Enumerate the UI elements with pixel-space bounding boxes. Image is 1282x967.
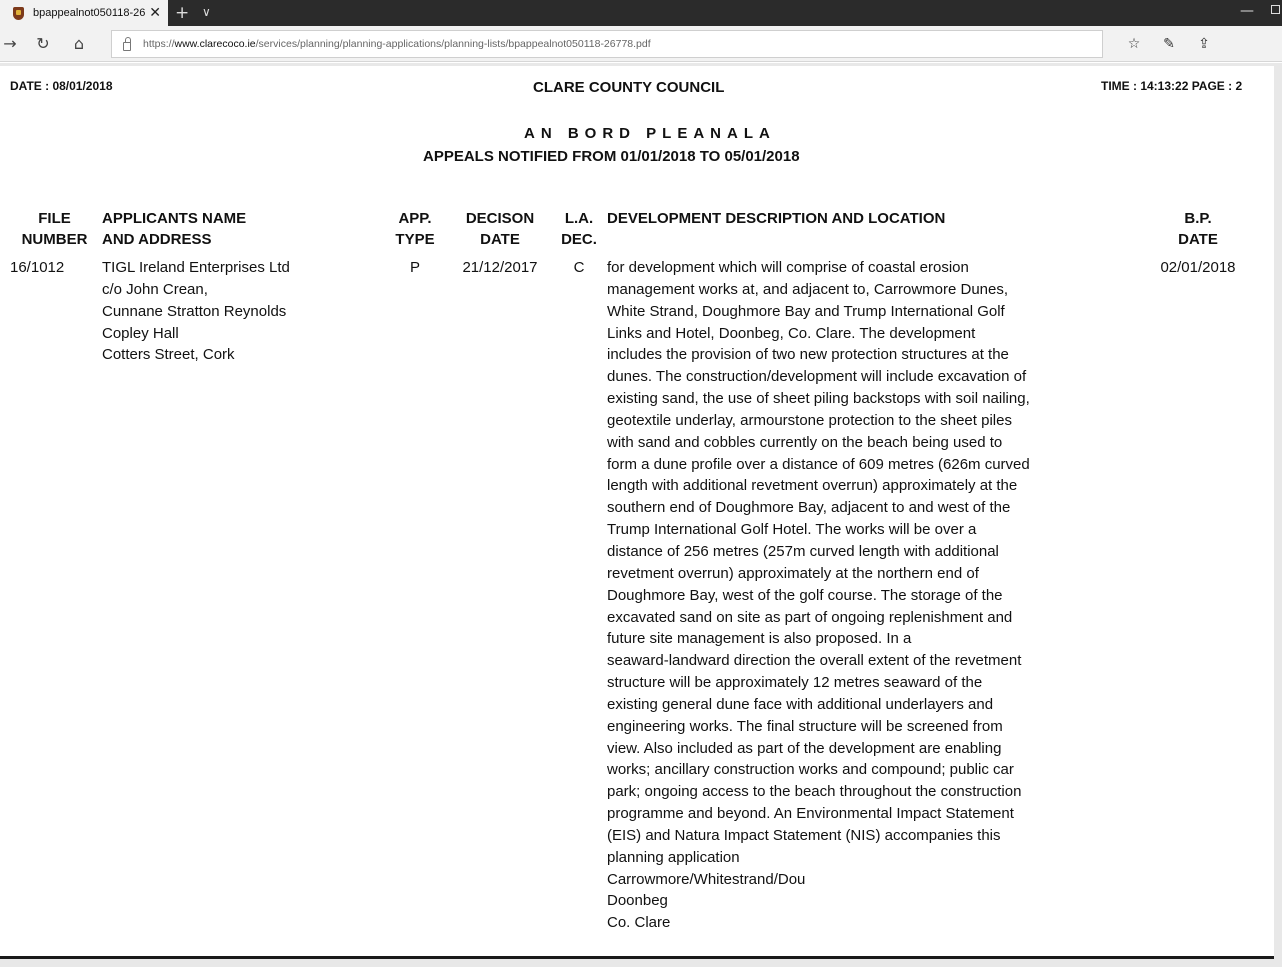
development-description [607, 257, 1047, 934]
description-line: (EIS) and Natura Impact Statement (NIS) accompanies this [607, 826, 1001, 844]
description-line: Carrowmore/Whitestrand/Dou [607, 870, 806, 888]
address-line: TIGL Ireland Enterprises Ltd [102, 259, 290, 276]
description-line: length with additional revetment overrun) approximately at the [607, 477, 1018, 495]
description-line: programme and beyond. An Environmental Impact Statement [607, 805, 1014, 823]
address-bar[interactable] [111, 30, 1103, 58]
description-line: with sand and cobbles currently on the beach being used to [607, 433, 1003, 451]
description-line: excavated sand on site as part of ongoing replenishment and [607, 608, 1013, 626]
description-line: park; ongoing access to the beach throughout the construction [607, 783, 1022, 801]
description-line: planning application [607, 848, 740, 866]
time-page: TIME : 14:13:22 PAGE : 2 [1101, 79, 1243, 93]
la-decision: C [573, 259, 585, 276]
address-line: Cotters Street, Cork [102, 346, 235, 364]
description-line: for development which will comprise of coastal erosion [607, 259, 969, 276]
new-tab-icon[interactable]: + [175, 3, 190, 23]
description-line: structure will be approximately 12 metres seaward of the [607, 674, 983, 692]
col-bp-date: B.P. DATE [1178, 210, 1218, 248]
description-line: Doughmore Bay, west of the golf course. The storage of the [607, 586, 1003, 604]
address-line: c/o John Crean, [102, 280, 208, 298]
close-tab-icon[interactable]: ✕ [149, 5, 161, 21]
tab-bar [0, 0, 1282, 26]
description-line: Links and Hotel, Doonbeg, Co. Clare. The development [607, 324, 976, 342]
description-line: view. Also included as part of the development are enabling [607, 739, 1002, 757]
description-line: White Strand, Doughmore Bay and Trump International Golf [607, 302, 1005, 320]
col-decision-date: DECISON DATE [465, 210, 535, 248]
description-line: Doonbeg [607, 892, 668, 910]
tab-list-chevron-icon[interactable]: ∨ [202, 5, 211, 19]
description-line: seaward-landward direction the overall extent of the revetment [607, 652, 1022, 670]
pdf-page [0, 66, 1274, 959]
address-line: Copley Hall [102, 324, 179, 342]
app-type: P [409, 259, 420, 276]
applicant-address [102, 257, 290, 366]
bp-date: 02/01/2018 [1160, 259, 1236, 276]
description-line: future site management is also proposed. In a [607, 630, 912, 648]
tab-title: bpappealnot050118-26 [33, 7, 146, 19]
description-line: includes the provision of two new protection structures at the [607, 346, 1009, 364]
description-line: Co. Clare [607, 914, 671, 932]
col-applicant: APPLICANTS NAME AND ADDRESS [102, 210, 247, 248]
description-line: form a dune profile over a distance of 609 metres (626m curved [607, 455, 1030, 473]
description-line: southern end of Doughmore Bay, adjacent to and west of the [607, 499, 1011, 517]
share-icon[interactable]: ⇪ [1198, 36, 1210, 52]
maximize-icon[interactable] [1271, 5, 1280, 14]
favorites-icon[interactable]: ☆ [1127, 36, 1141, 52]
description-line: existing sand, the use of sheet piling backstops with soil nailing, [607, 390, 1030, 408]
file-number: 16/1012 [10, 259, 65, 276]
description-line: works; ancillary construction works and compound; public car [607, 761, 1014, 779]
description-line: engineering works. The final structure will be screened from [607, 717, 1003, 735]
col-file-number: FILE NUMBER [21, 210, 88, 248]
decision-date: 21/12/2017 [462, 259, 538, 276]
pen-icon[interactable]: ✎ [1163, 36, 1175, 52]
col-la-decision: L.A. DEC. [561, 210, 597, 248]
browser-tab[interactable] [0, 0, 168, 26]
description-line: revetment overrun) approximately at the northern end of [607, 564, 979, 582]
board-title: AN BORD PLEANALA [524, 125, 776, 142]
home-icon[interactable]: ⌂ [73, 34, 85, 53]
description-line: Trump International Golf Hotel. The works will be over a [607, 521, 977, 539]
description-line: existing general dune face with additional underlayers and [607, 695, 994, 713]
browser-toolbar [0, 26, 1282, 62]
col-description: DEVELOPMENT DESCRIPTION AND LOCATION [607, 210, 946, 227]
report-date: DATE : 08/01/2018 [10, 79, 113, 93]
pdf-viewer[interactable] [0, 63, 1282, 967]
description-line: distance of 256 metres (257m curved length with additional [607, 542, 999, 560]
council-title: CLARE COUNTY COUNCIL [533, 79, 725, 96]
url-text: https://www.clarecoco.ie/services/planning/planning-applications/planning-lists/bpappealnot050118-26778.pdf [143, 38, 651, 50]
lock-icon [123, 42, 131, 51]
col-app-type: APP. TYPE [395, 210, 435, 248]
refresh-icon[interactable]: ↻ [36, 34, 50, 53]
appeals-range: APPEALS NOTIFIED FROM 01/01/2018 TO 05/01/2018 [423, 148, 800, 165]
description-line: management works at, and adjacent to, Carrowmore Dunes, [607, 280, 1009, 298]
shield-favicon-icon [13, 7, 24, 20]
address-line: Cunnane Stratton Reynolds [102, 302, 287, 320]
description-line: dunes. The construction/development will include excavation of [607, 368, 1027, 386]
forward-icon[interactable]: → [3, 34, 17, 53]
description-line: geotextile underlay, armourstone protection to the sheet piles [607, 411, 1012, 429]
minimize-icon[interactable]: — [1240, 3, 1254, 19]
